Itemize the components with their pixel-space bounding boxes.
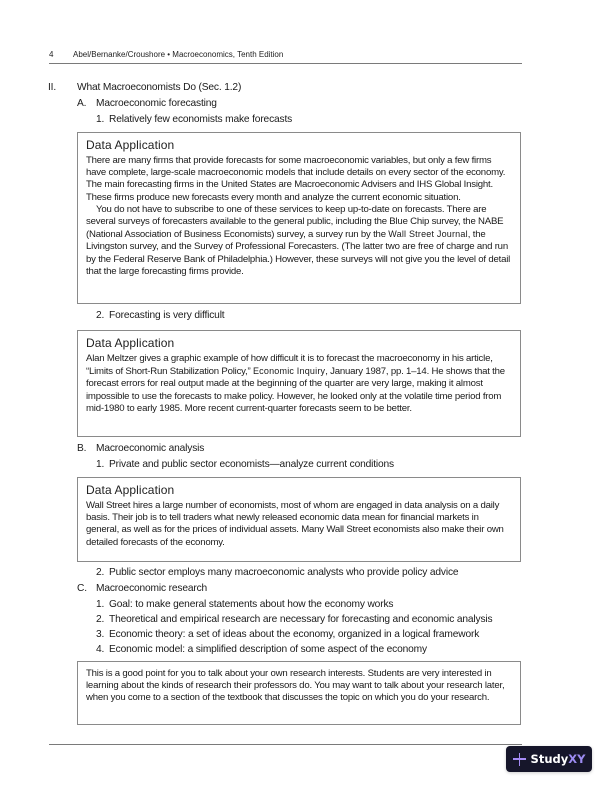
outline-item-c2: Theoretical and empirical research are necessary for forecasting and economic analysis — [109, 614, 493, 625]
journal-title: Wall Street Journal — [388, 229, 468, 240]
text-span: You do not have to subscribe to one of these services to keep up-to-date on forecasts. There are several surveys of forecasters available to the general public, including the Blue Chip survey, the NABE (National Association of Business Economists) survey, a survey run by the — [86, 203, 504, 241]
outline-item-c4: Economic model: a simplified description of some aspect of the economy — [109, 644, 427, 655]
box-paragraph — [86, 204, 512, 278]
studyxy-badge[interactable] — [506, 746, 592, 772]
text-span: , January 1987, pp. 1–14. He shows that the forecast errors for real output made at the beginning of the quarter are very large, making it almost impossible to use the forecasts to make policy. However, he looked only at the volatile time period from mid-1980 to early 1985. More recent current-quarter forecasts seem to be better. — [86, 366, 505, 414]
outline-marker-c: C. — [77, 583, 87, 594]
box-body — [86, 155, 512, 278]
outline-heading-a: Macroeconomic forecasting — [96, 98, 217, 109]
box-body — [86, 353, 512, 415]
box-paragraph: Wall Street hires a large number of economists, most of whom are engaged in data analysis on a daily basis. Their job is to tell traders what newly released economic data mean for financial markets in general, as well as for the prices of individual assets. Many Wall Street economists also make their own detailed forecasts of the economy. — [86, 500, 504, 548]
brand-main: Study — [530, 752, 569, 766]
box-body — [86, 500, 512, 549]
text-span: Alan Meltzer gives a graphic example of how difficult it is to forecast the macroeconomy in his article, “Limits of Short-Run Stabilization Policy,” — [86, 353, 493, 378]
box-title: Data Application — [86, 483, 175, 497]
outline-heading-b: Macroeconomic analysis — [96, 443, 205, 454]
section-heading: What Macroeconomists Do (Sec. 1.2) — [77, 82, 242, 93]
outline-marker-b2: 2. — [96, 567, 105, 578]
brand-accent: XY — [568, 752, 586, 766]
box-title: Data Application — [86, 138, 175, 152]
teaching-note-box — [77, 661, 521, 725]
text-span: , the Livingston survey, and the Survey of Professional Forecasters. (The latter two are free of charge and run by the Federal Reserve Bank of Philadelphia.) However, these surveys will not give you the level of detail that the large forecasting firms provide. — [86, 229, 511, 277]
outline-marker-c4: 4. — [96, 644, 105, 655]
outline-marker-a: A. — [77, 98, 87, 109]
header-rule — [49, 63, 522, 64]
outline-item-a2: Forecasting is very difficult — [109, 310, 225, 321]
box-paragraph: There are many firms that provide forecasts for some macroeconomic variables, but only a few firms have complete, large-scale macroeconomic models that include details on every sector of the economy. The main forecasting firms in the United States are Macroeconomic Advisers and IHS Global Insight. These firms produce new forecasts every month and analyze the current economic situation. — [86, 155, 506, 203]
outline-marker-a2: 2. — [96, 310, 105, 321]
outline-marker-b: B. — [77, 443, 87, 454]
box-paragraph: This is a good point for you to talk about your own research interests. Students are very interested in learning about the kinds of research their professors do. You may want to talk about your research later, when you come to a section of the textbook that discusses the topic on which you do your research. — [86, 668, 505, 704]
plus-icon — [513, 753, 526, 766]
outline-marker-c3: 3. — [96, 629, 105, 640]
box-body — [86, 668, 512, 705]
box-paragraph — [86, 353, 512, 415]
brand-name — [531, 752, 586, 766]
outline-heading-c: Macroeconomic research — [96, 583, 208, 594]
data-application-box-meltzer — [77, 330, 521, 437]
outline-item-b1: Private and public sector economists—analyze current conditions — [109, 459, 395, 470]
running-title: Abel/Bernanke/Croushore • Macroeconomics, Tenth Edition — [73, 50, 284, 59]
journal-title: Economic Inquiry — [252, 366, 326, 377]
data-application-box-wall-street — [77, 477, 521, 562]
footer-rule — [49, 744, 522, 745]
outline-item-b2: Public sector employs many macroeconomic analysts who provide policy advice — [109, 567, 459, 578]
outline-marker-a1: 1. — [96, 114, 105, 125]
data-application-box-forecasting-firms — [77, 132, 521, 304]
outline-item-c1: Goal: to make general statements about how the economy works — [109, 599, 394, 610]
outline-marker-c2: 2. — [96, 614, 105, 625]
outline-marker-c1: 1. — [96, 599, 105, 610]
outline-marker-b1: 1. — [96, 459, 105, 470]
section-marker: II. — [48, 82, 57, 93]
outline-item-a1: Relatively few economists make forecasts — [109, 114, 293, 125]
page-number: 4 — [49, 50, 54, 59]
box-title: Data Application — [86, 336, 175, 350]
outline-item-c3: Economic theory: a set of ideas about the economy, organized in a logical framework — [109, 629, 480, 640]
